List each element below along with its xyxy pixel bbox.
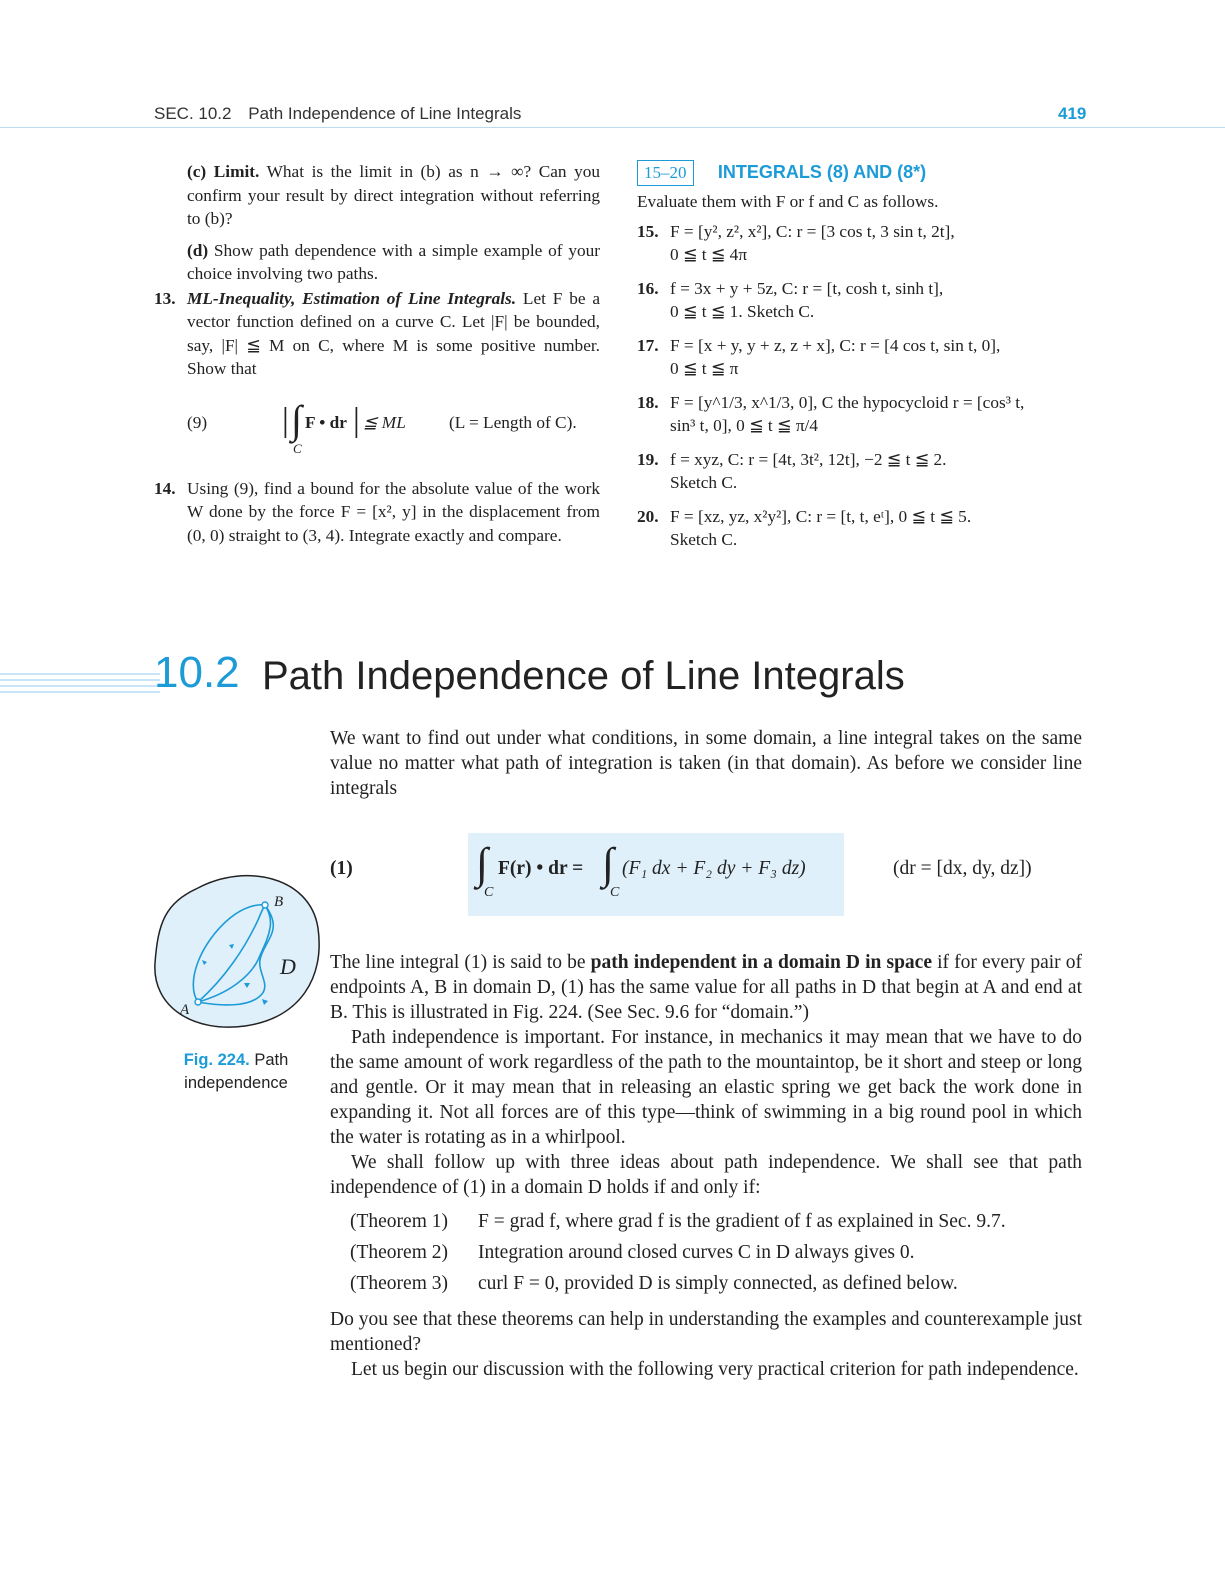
problem-line: Sketch C. xyxy=(670,530,738,549)
problem-12d-text: Show path dependence with a simple example of your choice involving two paths. xyxy=(187,240,600,283)
problem-number: 15. xyxy=(637,221,659,241)
integral-subscript: C xyxy=(293,440,302,456)
problem-line: 0 ≦ t ≦ 1. Sketch C. xyxy=(670,302,815,321)
running-head-section: SEC. 10.2 xyxy=(154,104,232,123)
problem-line: f = xyz, C: r = [4t, 3t², 12t], −2 ≦ t ≦ 2. xyxy=(670,449,947,469)
problem-line: F = [xz, yz, x²y²], C: r = [t, t, eᵗ], 0 ≦ t ≦ 5. xyxy=(670,506,972,526)
section-heading-rules xyxy=(0,672,160,696)
problem-13-text: Let F be a vector function defined on a curve C. Let |F| be bounded, say, |F| ≦ M on C, where M is some positive number. Show that xyxy=(187,288,600,378)
problem-line: Sketch C. xyxy=(670,473,738,492)
problem-number: 19. xyxy=(637,449,659,469)
problem-19 xyxy=(637,448,1097,495)
equation-1-label: (1) xyxy=(330,858,353,879)
integral-subscript: C xyxy=(610,885,620,900)
problem-14 xyxy=(154,477,600,548)
paragraph-definition xyxy=(330,950,1082,1025)
problem-17 xyxy=(637,334,1097,381)
running-head xyxy=(154,104,521,124)
intro-block xyxy=(330,726,1082,801)
integral-sign: ∫ xyxy=(602,839,615,888)
problem-number: 18. xyxy=(637,392,659,412)
paragraph-begin: Let us begin our discussion with the following very practical criterion for path independence. xyxy=(351,1359,1079,1380)
figure-caption xyxy=(166,1049,306,1095)
equation-9-bound: ≦ ML xyxy=(363,412,406,432)
left-column xyxy=(154,160,601,547)
running-head-title: Path Independence of Line Integrals xyxy=(248,104,522,123)
problem-12c-text: What is the limit in (b) as n → ∞? Can you confirm your result by direct integration without referring to (b)? xyxy=(187,162,601,228)
equation-1-lhs: F(r) • dr = xyxy=(498,858,584,879)
right-column xyxy=(637,160,1097,552)
problem-16 xyxy=(637,277,1097,324)
theorem-label: (Theorem 2) xyxy=(350,1242,448,1263)
absolute-bar-right: | xyxy=(353,401,360,439)
problem-number: 16. xyxy=(637,278,659,298)
header-rule xyxy=(0,127,1225,128)
problem-13 xyxy=(154,287,600,381)
theorem-text: F = grad f, where grad f is the gradient of f as explained in Sec. 9.7. xyxy=(478,1211,1006,1232)
problem-set-header xyxy=(637,160,1097,186)
paragraph-question: Do you see that these theorems can help in understanding the examples and counterexample just mentioned? xyxy=(330,1309,1082,1355)
equation-9-note: (L = Length of C). xyxy=(449,412,577,432)
figure-caption-label: Fig. 224. xyxy=(183,1051,250,1069)
label-a: A xyxy=(180,1002,190,1018)
section-title: Path Independence of Line Integrals xyxy=(262,654,905,698)
definition-text-before: The line integral (1) is said to be xyxy=(330,952,591,973)
problem-line: 0 ≦ t ≦ π xyxy=(670,359,739,378)
definition-text-after: if for every pair of endpoints A, B in domain D, (1) has the same value for all paths in D that begin at A and end at B. This is illustrated in Fig. 224. (See Sec. 9.6 for “domain.”) xyxy=(330,952,1083,1023)
definition-term: path independent in a domain D in space xyxy=(590,952,932,973)
label-b: B xyxy=(274,894,284,910)
problem-12d xyxy=(187,239,600,286)
problem-15 xyxy=(637,220,1097,267)
theorem-text: curl F = 0, provided D is simply connected, as defined below. xyxy=(478,1273,958,1294)
page-number: 419 xyxy=(1058,104,1087,123)
equation-1-box xyxy=(468,833,844,916)
problem-set-title: INTEGRALS (8) AND (8*) xyxy=(717,162,927,182)
problem-line: F = [y^1/3, x^1/3, 0], C the hypocycloid r = [cos³ t, xyxy=(670,392,1025,412)
problem-20 xyxy=(637,505,1097,552)
problems-list xyxy=(637,220,1097,552)
theorem-1 xyxy=(330,1206,1082,1237)
figure-path-independence xyxy=(150,868,325,1033)
problem-13-number: 13. xyxy=(154,288,176,308)
problem-line: F = [y², z², x²], C: r = [3 cos t, 3 sin t, 2t], xyxy=(670,221,955,241)
theorem-text: Integration around closed curves C in D always gives 0. xyxy=(478,1242,915,1263)
theorem-list xyxy=(330,1206,1082,1299)
theorem-label: (Theorem 1) xyxy=(350,1211,448,1232)
integral-sign: ∫ xyxy=(476,839,489,888)
integral-subscript: C xyxy=(484,885,494,900)
label-d: D xyxy=(280,954,296,979)
problem-line: sin³ t, 0], 0 ≦ t ≦ π/4 xyxy=(670,416,818,435)
problem-set-range: 15–20 xyxy=(637,160,694,186)
problem-12c-title: Limit. xyxy=(213,162,260,181)
equation-9-label: (9) xyxy=(187,412,208,432)
problem-18 xyxy=(637,391,1097,438)
figure-caption-text: Path independence xyxy=(184,1051,289,1092)
problem-14-number: 14. xyxy=(154,478,176,498)
problem-14-text: Using (9), find a bound for the absolute value of the work W done by the force F = [x², y] in the displacement from (0, 0) straight to (3, 4). Integrate exactly and compare. xyxy=(187,478,600,545)
intro-paragraph: We want to find out under what conditions, in some domain, a line integral takes on the same value no matter what path of integration is taken (in that domain). As before we consider line integrals xyxy=(330,728,1082,799)
equation-9 xyxy=(187,395,600,467)
endpoint-b xyxy=(262,902,268,908)
equation-1-note: (dr = [dx, dy, dz]) xyxy=(893,858,1032,879)
theorem-2 xyxy=(330,1237,1082,1268)
problem-line: F = [x + y, y + z, z + x], C: r = [4 cos t, sin t, 0], xyxy=(670,335,1001,355)
problem-12c-label: (c) xyxy=(187,162,207,181)
paragraph-three-ideas: We shall follow up with three ideas about path independence. We shall see that path independence of (1) in a domain D holds if and only if: xyxy=(330,1152,1082,1198)
integral-sign: ∫ xyxy=(291,396,302,442)
paragraph-importance: Path independence is important. For instance, in mechanics it may mean that we have to do the same amount of work regardless of the path to the mountaintop, be it short and steep or long and gentle. Or it may mean that in releasing an elastic spring we get back the work done in expanding it. Not all forces are of this type—think of swimming in a big round pool in which the water is rotating as in a whirlpool. xyxy=(330,1027,1082,1148)
absolute-bar-left: | xyxy=(282,401,289,439)
equation-9-integrand: F • dr xyxy=(305,412,347,432)
problem-line: 0 ≦ t ≦ 4π xyxy=(670,245,748,264)
problem-12c xyxy=(187,160,600,231)
theorem-3 xyxy=(330,1268,1082,1299)
endpoint-a xyxy=(195,999,201,1005)
problem-13-title: ML-Inequality, Estimation of Line Integrals. xyxy=(187,288,517,308)
problem-set-intro: Evaluate them with F or f and C as follows. xyxy=(637,192,939,211)
theorem-label: (Theorem 3) xyxy=(350,1273,448,1294)
section-number: 10.2 xyxy=(154,648,240,697)
body-text xyxy=(330,950,1082,1382)
problem-number: 20. xyxy=(637,506,659,526)
equation-1-rhs: (F₁ dx + F₂ dy + F₃ dz) xyxy=(622,858,806,879)
problem-number: 17. xyxy=(637,335,659,355)
problem-12d-label: (d) xyxy=(187,240,209,260)
problem-line: f = 3x + y + 5z, C: r = [t, cosh t, sinh t], xyxy=(670,278,944,298)
